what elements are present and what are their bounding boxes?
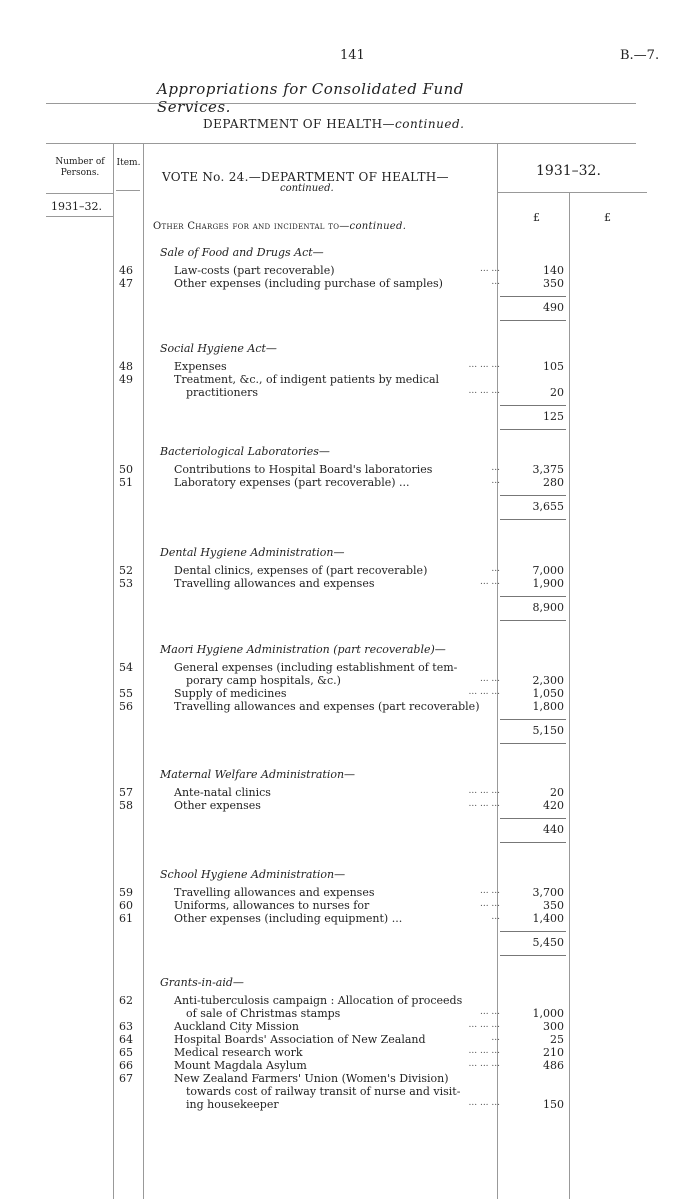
leader-dots: ... ... <box>479 1007 500 1017</box>
subtotal-rule <box>500 495 566 496</box>
total-rule <box>500 519 566 520</box>
item-description: Dental clinics, expenses of (part recoverable) <box>174 564 428 577</box>
item-number: 48 <box>119 360 133 373</box>
item-description: Uniforms, allowances to nurses for <box>174 899 370 912</box>
persons-year-label: 1931–32. <box>51 200 102 213</box>
page-reference: B.—7. <box>620 48 660 63</box>
item-number: 67 <box>119 1072 133 1085</box>
item-description: Law-costs (part recoverable) <box>174 264 335 277</box>
total-rule <box>500 743 566 744</box>
charges-subheading-continued: continued. <box>349 221 407 232</box>
leader-dots: ... <box>491 912 500 922</box>
item-amount: 1,800 <box>532 700 564 713</box>
leader-dots: ... ... ... <box>468 1020 500 1030</box>
item-description: Mount Magdala Asylum <box>174 1059 307 1072</box>
leader-dots: ... ... ... <box>468 799 500 809</box>
leader-dots: ... ... ... <box>468 386 500 396</box>
item-number: 58 <box>119 799 133 812</box>
leader-dots: ... ... <box>479 899 500 909</box>
item-amount: 350 <box>543 277 564 290</box>
department-heading <box>203 117 464 131</box>
item-description: General expenses (including establishment of tem- <box>174 661 458 674</box>
item-description: Anti-tuberculosis campaign : Allocation of proceeds <box>174 994 463 1007</box>
leader-dots: ... ... <box>479 577 500 587</box>
section-title: Social Hygiene Act— <box>160 342 277 355</box>
total-rule <box>500 429 566 430</box>
persons-header-rule <box>46 193 113 194</box>
section-title: Dental Hygiene Administration— <box>160 546 345 559</box>
item-number: 61 <box>119 912 133 925</box>
item-number: 57 <box>119 786 133 799</box>
item-number: 53 <box>119 577 133 590</box>
section-title: Sale of Food and Drugs Act— <box>160 246 324 259</box>
leader-dots: ... ... <box>479 674 500 684</box>
total-rule <box>500 320 566 321</box>
page-title: Appropriations for Consolidated Fund Services. <box>157 80 464 116</box>
item-description: Hospital Boards' Association of New Zealand <box>174 1033 426 1046</box>
item-number: 49 <box>119 373 133 386</box>
item-description: porary camp hospitals, &c.) <box>186 674 341 687</box>
item-number: 51 <box>119 476 133 489</box>
item-description: of sale of Christmas stamps <box>186 1007 341 1020</box>
section-title: Bacteriological Laboratories— <box>160 445 330 458</box>
leader-dots: ... <box>491 1033 500 1043</box>
item-description: Expenses <box>174 360 227 373</box>
item-number: 54 <box>119 661 133 674</box>
leader-dots: ... ... ... <box>468 1059 500 1069</box>
leader-dots: ... ... <box>479 886 500 896</box>
charges-subheading-text: Other Charges for and incidental to— <box>153 221 350 232</box>
item-amount: 105 <box>543 360 564 373</box>
leader-dots: ... ... ... <box>468 687 500 697</box>
item-amount: 420 <box>543 799 564 812</box>
item-amount: 2,300 <box>532 674 564 687</box>
item-description: Medical research work <box>174 1046 303 1059</box>
item-amount: 3,700 <box>532 886 564 899</box>
pound-sign-col1: £ <box>533 211 540 224</box>
item-amount: 1,000 <box>532 1007 564 1020</box>
item-description: Travelling allowances and expenses (part recoverable) <box>174 700 480 713</box>
leader-dots: ... ... ... <box>468 360 500 370</box>
year-header-rule <box>497 192 647 193</box>
item-number: 62 <box>119 994 133 1007</box>
item-column-rule <box>143 143 144 1199</box>
item-amount: 25 <box>550 1033 564 1046</box>
pound-sign-col2: £ <box>604 211 611 224</box>
total-rule <box>500 842 566 843</box>
leader-dots: ... ... ... <box>468 1098 500 1108</box>
leader-dots: ... <box>491 277 500 287</box>
item-description: Travelling allowances and expenses <box>174 886 375 899</box>
item-number: 64 <box>119 1033 133 1046</box>
subtotal-rule <box>500 296 566 297</box>
subtotal-rule <box>500 818 566 819</box>
item-number: 66 <box>119 1059 133 1072</box>
section-total: 440 <box>543 823 564 836</box>
item-amount: 1,050 <box>532 687 564 700</box>
item-description: Travelling allowances and expenses <box>174 577 375 590</box>
section-total: 5,450 <box>532 936 564 949</box>
total-rule <box>500 620 566 621</box>
item-description: Other expenses (including purchase of samples) <box>174 277 443 290</box>
item-amount: 3,375 <box>532 463 564 476</box>
page-number: 141 <box>340 48 365 63</box>
item-amount: 350 <box>543 899 564 912</box>
item-description: Laboratory expenses (part recoverable) ... <box>174 476 410 489</box>
amount-column-rule <box>569 193 570 1199</box>
item-amount: 280 <box>543 476 564 489</box>
leader-dots: ... ... ... <box>468 786 500 796</box>
section-title: Grants-in-aid— <box>160 976 244 989</box>
item-description: practitioners <box>186 386 259 399</box>
section-title: Maternal Welfare Administration— <box>160 768 356 781</box>
item-number: 47 <box>119 277 133 290</box>
item-amount: 210 <box>543 1046 564 1059</box>
leader-dots: ... <box>491 564 500 574</box>
item-amount: 1,900 <box>532 577 564 590</box>
item-description: New Zealand Farmers' Union (Women's Division) <box>174 1072 449 1085</box>
subtotal-rule <box>500 596 566 597</box>
item-number: 59 <box>119 886 133 899</box>
total-rule <box>500 955 566 956</box>
leader-dots: ... <box>491 463 500 473</box>
item-amount: 140 <box>543 264 564 277</box>
item-description: Other expenses <box>174 799 261 812</box>
vote-heading: VOTE No. 24.—DEPARTMENT OF HEALTH— <box>162 170 449 184</box>
section-total: 5,150 <box>532 724 564 737</box>
subtotal-rule <box>500 405 566 406</box>
item-amount: 1,400 <box>532 912 564 925</box>
leader-dots: ... ... ... <box>468 1046 500 1056</box>
item-amount: 150 <box>543 1098 564 1111</box>
leader-dots: ... <box>491 476 500 486</box>
section-total: 8,900 <box>532 601 564 614</box>
item-description: Auckland City Mission <box>174 1020 299 1033</box>
year-column-header: 1931–32. <box>536 163 601 179</box>
subtotal-rule <box>500 719 566 720</box>
charges-subheading <box>153 221 406 232</box>
leader-dots: ... ... <box>479 264 500 274</box>
subtotal-rule <box>500 931 566 932</box>
item-column-header: Item. <box>116 158 141 168</box>
item-amount: 486 <box>543 1059 564 1072</box>
persons-column-header: Number of Persons. <box>55 157 105 178</box>
item-number: 60 <box>119 899 133 912</box>
item-number: 65 <box>119 1046 133 1059</box>
item-number: 63 <box>119 1020 133 1033</box>
item-header-underline <box>116 190 140 191</box>
item-amount: 20 <box>550 386 564 399</box>
item-number: 52 <box>119 564 133 577</box>
item-amount: 7,000 <box>532 564 564 577</box>
item-description: Other expenses (including equipment) ... <box>174 912 403 925</box>
item-description: ing housekeeper <box>186 1098 279 1111</box>
item-description: Ante-natal clinics <box>174 786 271 799</box>
item-number: 46 <box>119 264 133 277</box>
department-continued: continued. <box>395 117 465 131</box>
table-top-rule <box>46 143 636 144</box>
title-rule <box>46 103 636 104</box>
item-number: 50 <box>119 463 133 476</box>
item-description: Supply of medicines <box>174 687 287 700</box>
vote-continued: continued. <box>280 183 334 194</box>
item-number: 55 <box>119 687 133 700</box>
section-total: 3,655 <box>532 500 564 513</box>
item-number: 56 <box>119 700 133 713</box>
item-description: Contributions to Hospital Board's laboratories <box>174 463 433 476</box>
persons-year-rule <box>46 216 113 217</box>
section-total: 125 <box>543 410 564 423</box>
item-amount: 300 <box>543 1020 564 1033</box>
department-name: DEPARTMENT OF HEALTH— <box>203 117 396 131</box>
section-title: Maori Hygiene Administration (part recoverable)— <box>160 643 446 656</box>
section-total: 490 <box>543 301 564 314</box>
item-description: towards cost of railway transit of nurse and visit- <box>186 1085 461 1098</box>
section-title: School Hygiene Administration— <box>160 868 346 881</box>
item-amount: 20 <box>550 786 564 799</box>
item-description: Treatment, &c., of indigent patients by medical <box>174 373 440 386</box>
